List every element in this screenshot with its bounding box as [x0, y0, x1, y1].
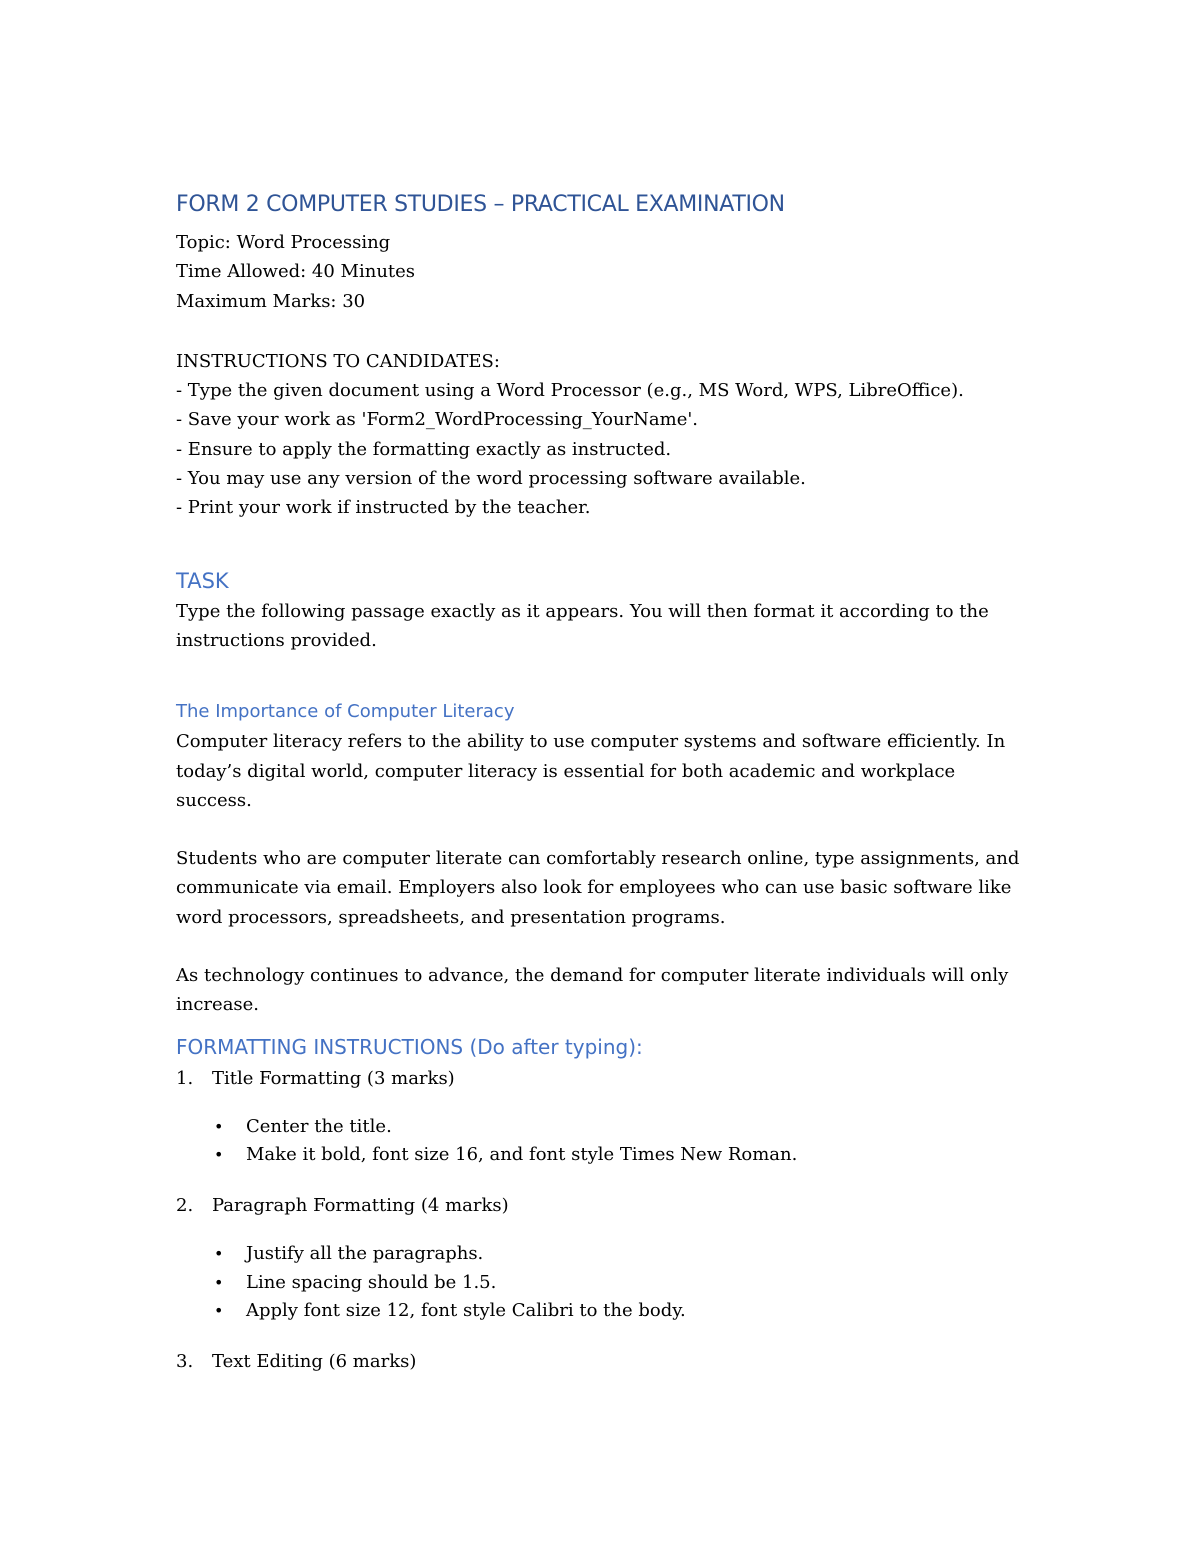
passage-paragraph: As technology continues to advance, the demand for computer literate individuals will only increase.	[176, 965, 1009, 1016]
bullet-icon: •	[214, 1145, 224, 1165]
list-item-text: Apply font size 12, font style Calibri to the body.	[246, 1300, 686, 1322]
formatting-section-title	[176, 1064, 1026, 1093]
document-body	[176, 188, 1026, 1376]
instruction-item: - Type the given document using a Word Processor (e.g., MS Word, WPS, LibreOffice).	[176, 380, 964, 402]
meta-time-allowed: Time Allowed: 40 Minutes	[176, 261, 416, 283]
formatting-heading: FORMATTING INSTRUCTIONS (Do after typing):	[176, 1034, 643, 1059]
spacer	[176, 655, 1026, 697]
spacer	[176, 1170, 1026, 1191]
list-number: 3.	[176, 1350, 194, 1372]
meta-topic: Topic: Word Processing	[176, 232, 391, 253]
spacer	[176, 1093, 1026, 1113]
formatting-section-paragraph	[176, 1191, 1026, 1220]
passage-paragraph: Students who are computer literate can comfortably research online, type assignments, and communicate via email. Employers also look for employees who can use basic software like word processors, spreadsheets, and presentation programs.	[176, 848, 1020, 928]
passage-heading: The Importance of Computer Literacy	[176, 701, 515, 723]
bullet-icon: •	[214, 1272, 224, 1292]
bullet-icon: •	[214, 1116, 224, 1136]
instruction-item: - You may use any version of the word processing software available.	[176, 468, 806, 490]
task-heading: TASK	[176, 568, 229, 593]
spacer	[176, 932, 1026, 961]
formatting-section-text-editing	[176, 1347, 1026, 1376]
spacer	[176, 523, 1026, 565]
spacer	[176, 316, 1026, 347]
list-item-text: Justify all the paragraphs.	[246, 1243, 484, 1265]
list-item	[176, 1297, 1026, 1326]
instructions-heading: INSTRUCTIONS TO CANDIDATES:	[176, 350, 500, 372]
list-item	[176, 1141, 1026, 1170]
list-item-text: Make it bold, font size 16, and font style Times New Roman.	[246, 1144, 798, 1166]
list-number: 1.	[176, 1067, 194, 1089]
passage-paragraph: Computer literacy refers to the ability to use computer systems and software efficiently. In today’s digital world, computer literacy is essential for both academic and workplace success.	[176, 731, 1006, 811]
meta-maximum-marks: Maximum Marks: 30	[176, 290, 366, 312]
instruction-item: - Save your work as 'Form2_WordProcessing_YourName'.	[176, 409, 699, 431]
list-item	[176, 1113, 1026, 1142]
list-label: Text Editing (6 marks)	[212, 1350, 417, 1372]
list-item	[176, 1240, 1026, 1269]
spacer	[176, 1220, 1026, 1240]
bullet-list	[176, 1113, 1026, 1170]
bullet-icon: •	[214, 1301, 224, 1321]
list-label: Title Formatting (3 marks)	[212, 1067, 455, 1089]
page-title: FORM 2 COMPUTER STUDIES – PRACTICAL EXAMINATION	[176, 192, 785, 217]
bullet-list	[176, 1240, 1026, 1326]
list-item-text: Line spacing should be 1.5.	[246, 1271, 497, 1293]
bullet-icon: •	[214, 1244, 224, 1264]
instruction-item: - Ensure to apply the formatting exactly as instructed.	[176, 438, 672, 460]
task-text: Type the following passage exactly as it appears. You will then format it according to the instructions provided.	[176, 600, 989, 651]
spacer	[176, 1326, 1026, 1347]
spacer	[176, 1020, 1026, 1030]
list-item	[176, 1269, 1026, 1298]
spacer	[176, 815, 1026, 844]
instruction-item: - Print your work if instructed by the teacher.	[176, 497, 591, 519]
list-label: Paragraph Formatting (4 marks)	[212, 1194, 509, 1216]
list-item-text: Center the title.	[246, 1115, 392, 1137]
list-number: 2.	[176, 1194, 194, 1216]
